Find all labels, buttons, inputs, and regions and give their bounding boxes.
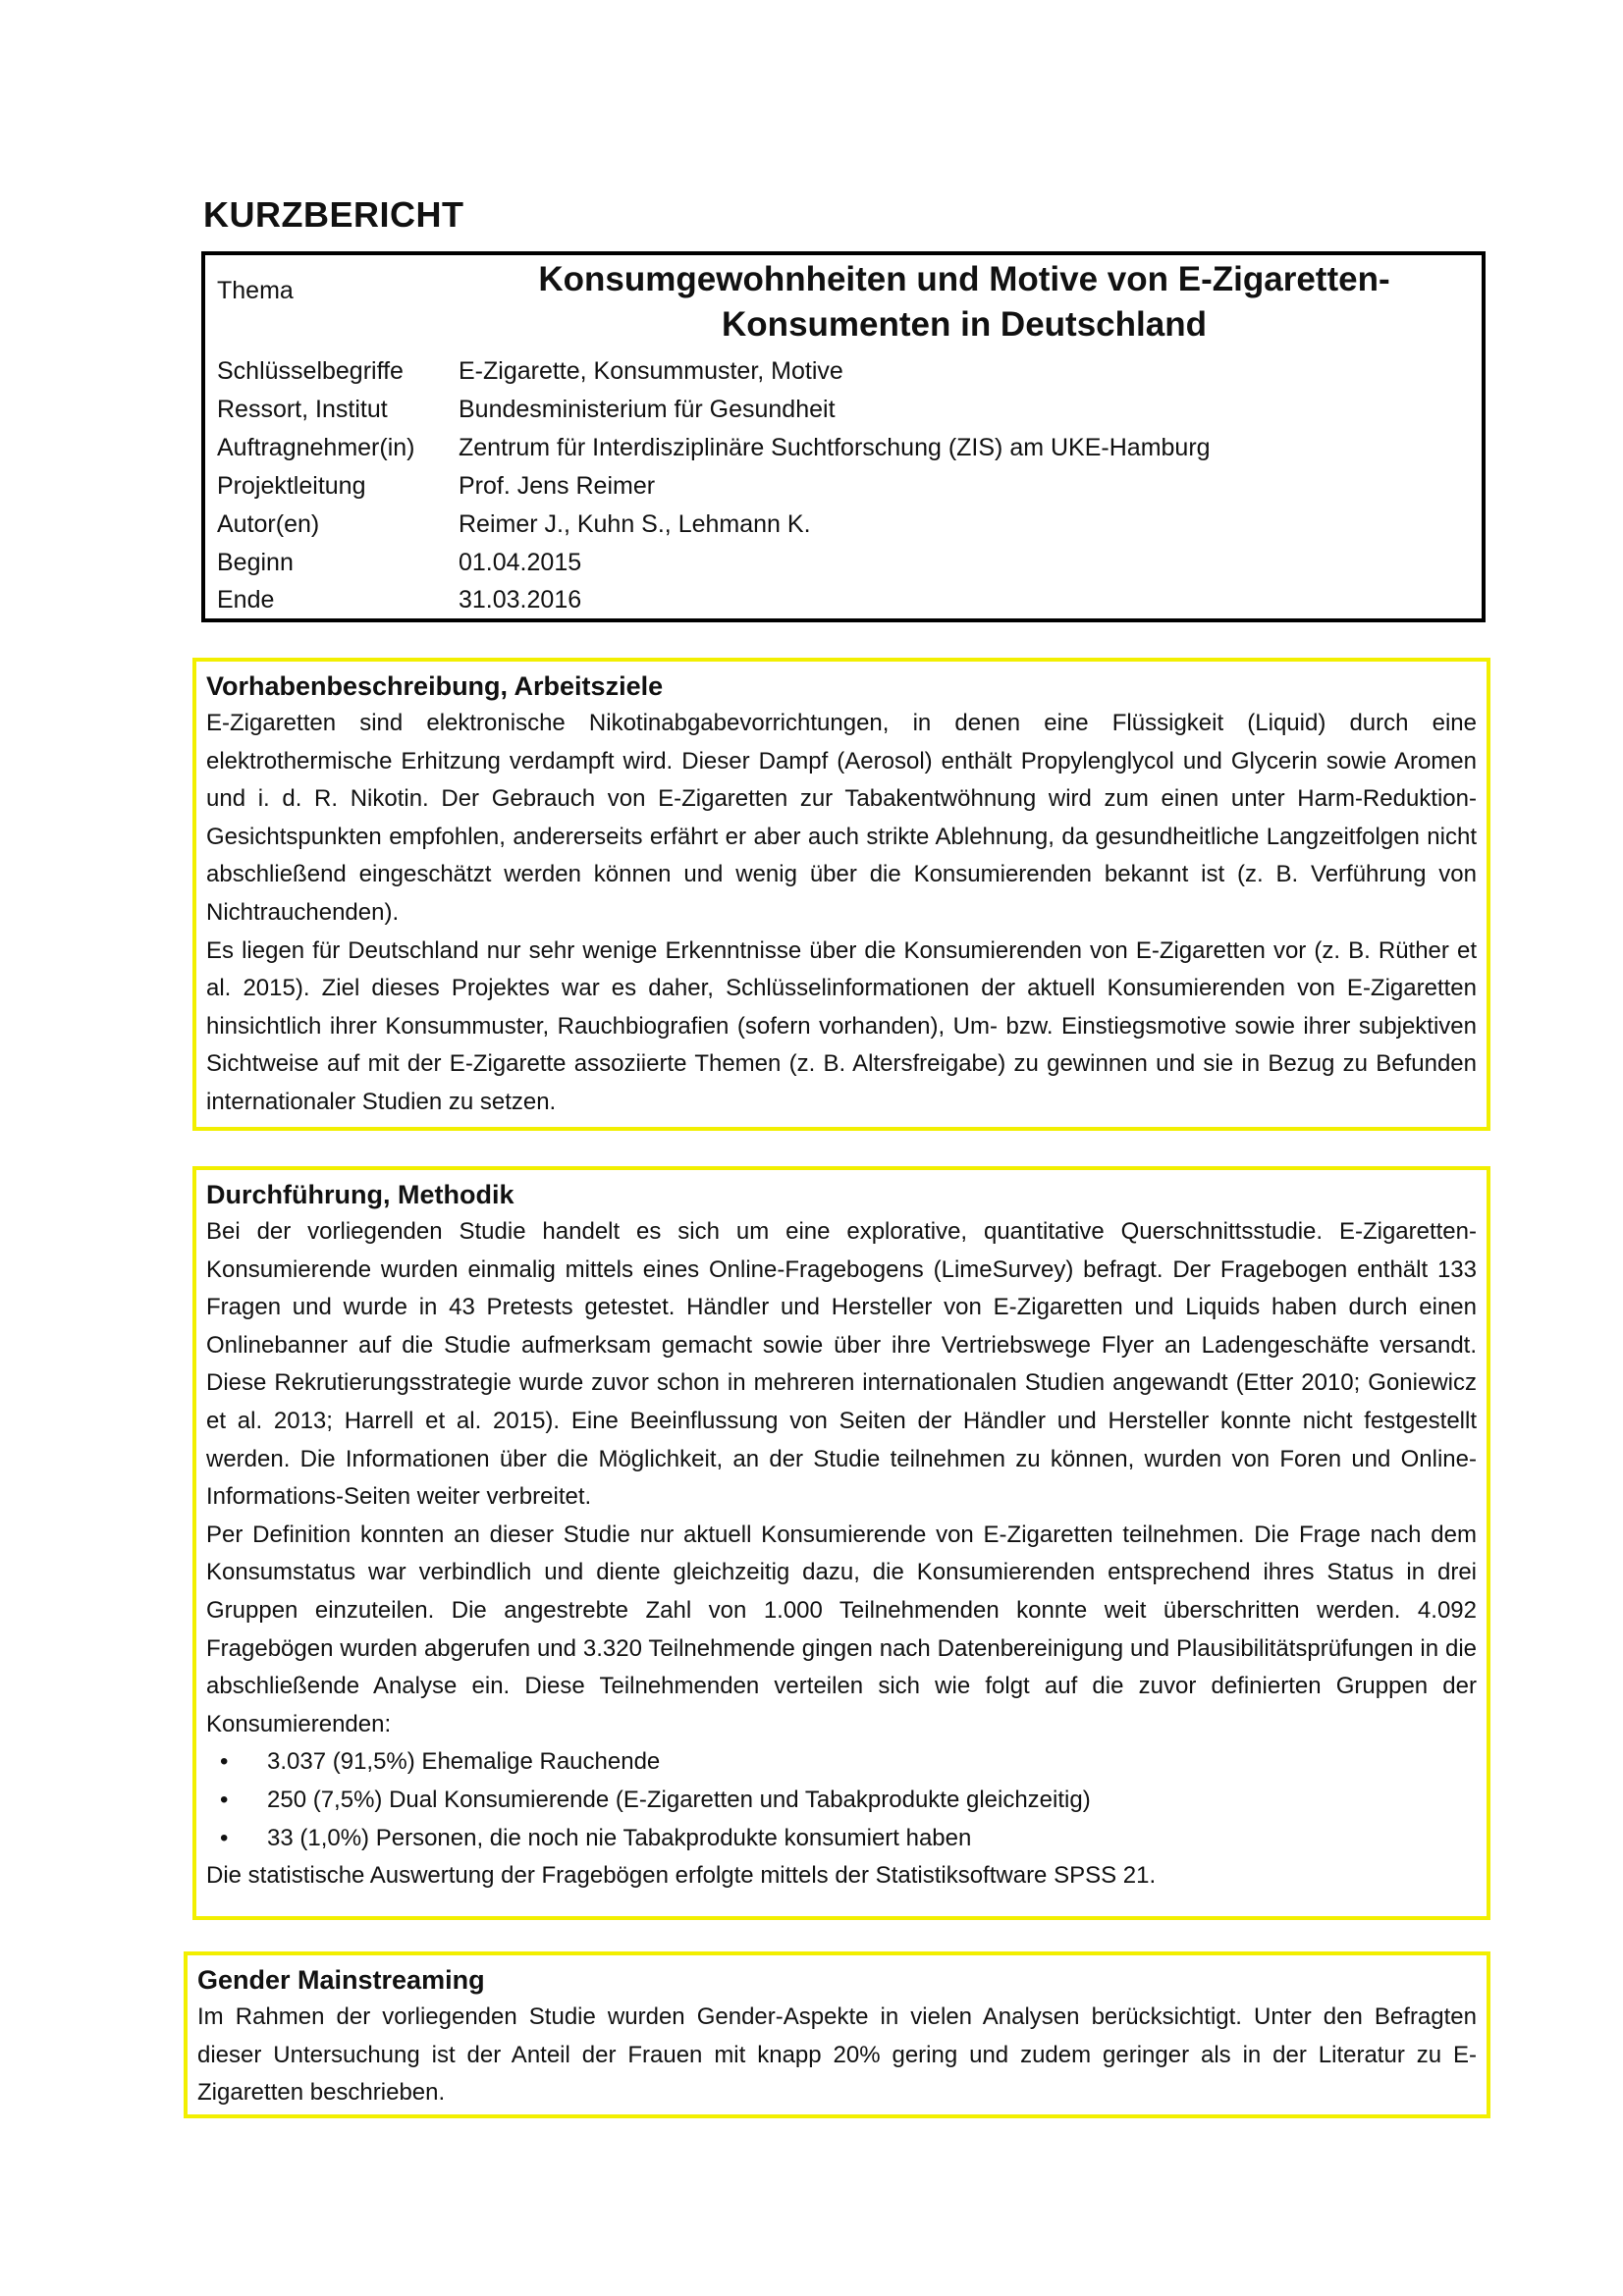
section-vorhaben [192,658,1490,1131]
info-label-contractor: Auftragnehmer(in) [217,434,415,461]
section-title: Durchführung, Methodik [206,1180,514,1209]
info-value-contractor: Zentrum für Interdisziplinäre Suchtforschung (ZIS) am UKE-Hamburg [459,434,1211,461]
section-title: Gender Mainstreaming [197,1965,485,1995]
bullet-icon: • [220,1824,229,1851]
info-value-ressort: Bundesministerium für Gesundheit [459,396,836,423]
info-label-project-lead: Projektleitung [217,472,366,500]
thema-label: Thema [217,277,294,304]
info-value-keywords: E-Zigarette, Konsummuster, Motive [459,357,843,385]
list-item: • 250 (7,5%) Dual Konsumierende (E-Zigaretten und Tabakprodukte gleichzeitig) [206,1782,1477,1820]
section-gender [184,1951,1490,2118]
bullet-icon: • [220,1786,229,1813]
info-label-start: Beginn [217,549,294,576]
group-list [206,1743,1477,1857]
report-title [459,257,1470,347]
section-paragraph: E-Zigaretten sind elektronische Nikotinabgabevorrichtungen, in denen eine Flüssigkeit (Liquid) durch eine elektrothermische Erhitzung verdampft wird. Dieser Dampf (Aerosol) enthält Propylenglycol und Glycerin sowie Aromen und i. d. R. Nikotin. Der Gebrauch von E-Zigaretten zur Tabakentwöhnung wird zum einen unter Harm-Reduktion-Gesichtspunkten empfohlen, andererseits erfährt er aber auch strikte Ablehnung, da gesundheitliche Langzeitfolgen nicht abschließend eingeschätzt werden können und wenig über die Konsumierenden bekannt ist (z. B. Verführung von Nichtrauchenden). [206,710,1477,926]
section-title: Vorhabenbeschreibung, Arbeitsziele [206,671,664,701]
info-value-authors: Reimer J., Kuhn S., Lehmann K. [459,510,811,538]
section-paragraph: Im Rahmen der vorliegenden Studie wurden Gender-Aspekte in vielen Analysen berücksichtigt. Unter den Befragten dieser Untersuchung ist der Anteil der Frauen mit knapp 20% gering und zudem geringer als in der Literatur zu E-Zigaretten beschrieben. [197,2003,1477,2107]
info-label-authors: Autor(en) [217,510,320,538]
section-paragraph: Bei der vorliegenden Studie handelt es sich um eine explorative, quantitative Querschnittsstudie. E-Zigaretten-Konsumierende wurden einmalig mittels eines Online-Fragebogens (LimeSurvey) befragt. Der Fragebogen enthält 133 Fragen und wurde in 43 Pretests getestet. Händler und Hersteller von E-Zigaretten und Liquids haben durch einen Onlinebanner auf die Studie aufmerksam gemacht sowie über ihre Vertriebswege Flyer an Ladengeschäfte versandt. Diese Rekrutierungsstrategie wurde zuvor schon in mehreren internationalen Studien angewandt (Etter 2010; Goniewicz et al. 2013; Harrell et al. 2015). Eine Beeinflussung von Seiten der Händler und Hersteller konnte nicht festgestellt werden. Die Informationen über die Möglichkeit, an der Studie teilnehmen zu können, wurden von Foren und Online-Informations-Seiten weiter verbreitet. [206,1218,1477,1511]
bullet-icon: • [220,1748,229,1776]
section-paragraph: Per Definition konnten an dieser Studie nur aktuell Konsumierende von E-Zigaretten teilnehmen. Die Frage nach dem Konsumstatus war verbindlich und diente gleichzeitig dazu, die Konsumierenden entsprechend ihres Status in drei Gruppen einzuteilen. Die angestrebte Zahl von 1.000 Teilnehmenden konnte weit überschritten werden. 4.092 Fragebögen wurden abgerufen und 3.320 Teilnehmende gingen nach Datenbereinigung und Plausibilitätsprüfungen in die abschließende Analyse ein. Diese Teilnehmenden verteilen sich wie folgt auf die zuvor definierten Gruppen der Konsumierenden: [206,1521,1477,1737]
info-label-keywords: Schlüsselbegriffe [217,357,404,385]
section-durchfuehrung [192,1166,1490,1920]
section-paragraph: Es liegen für Deutschland nur sehr wenige Erkenntnisse über die Konsumierenden von E-Zigaretten vor (z. B. Rüther et al. 2015). Ziel dieses Projektes war es daher, Schlüsselinformationen der aktuell Konsumierenden von E-Zigaretten hinsichtlich ihrer Konsummuster, Rauchbiografien (sofern vorhanden), Um- bzw. Einstiegsmotive sowie ihrer subjektiven Sichtweise auf mit der E-Zigarette assoziierte Themen (z. B. Altersfreigabe) zu gewinnen und sie in Bezug zu Befunden internationaler Studien zu setzen. [206,936,1477,1115]
info-label-end: Ende [217,586,275,614]
info-value-end: 31.03.2016 [459,586,582,614]
info-table [201,251,1486,622]
info-label-ressort: Ressort, Institut [217,396,388,423]
page-title: KURZBERICHT [203,194,464,235]
info-value-start: 01.04.2015 [459,549,582,576]
section-closing: Die statistische Auswertung der Fragebögen erfolgte mittels der Statistiksoftware SPSS 21. [206,1862,1157,1890]
list-item: • 3.037 (91,5%) Ehemalige Rauchende [206,1743,1477,1782]
report-title-line-2: Konsumenten in Deutschland [722,305,1207,344]
list-item: • 33 (1,0%) Personen, die noch nie Tabakprodukte konsumiert haben [206,1820,1477,1858]
report-title-line-1: Konsumgewohnheiten und Motive von E-Zigaretten- [538,260,1390,298]
info-value-project-lead: Prof. Jens Reimer [459,472,656,500]
